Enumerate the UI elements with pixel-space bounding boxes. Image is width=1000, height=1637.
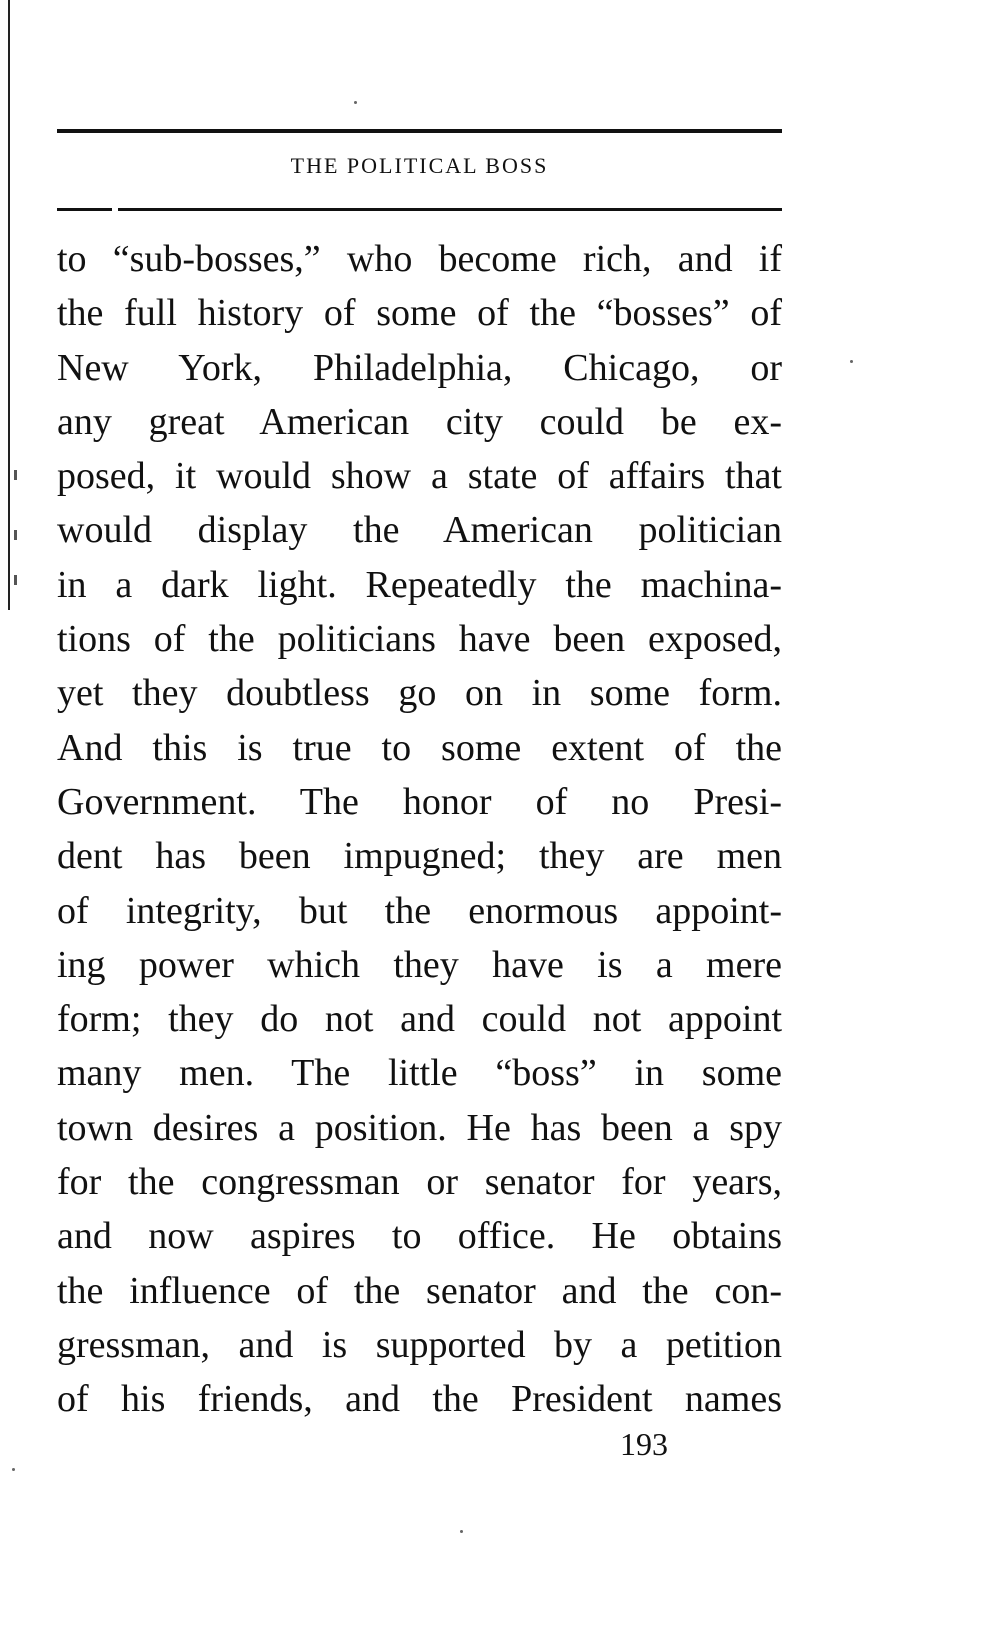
text-line: New York, Philadelphia, Chicago, or xyxy=(57,346,782,389)
text-line: yet they doubtless go on in some form. xyxy=(57,672,782,715)
scan-speck xyxy=(14,470,17,480)
text-line: to “sub-bosses,” who become rich, and if xyxy=(57,238,782,280)
header-rule-top xyxy=(57,129,782,133)
text-line: of his friends, and the President names xyxy=(57,1378,782,1421)
text-line: and now aspires to office. He obtains xyxy=(57,1215,782,1258)
page-number: 193 xyxy=(620,1426,668,1462)
text-line: the full history of some of the “bosses” of xyxy=(57,292,782,335)
text-line: town desires a position. He has been a spy xyxy=(57,1106,782,1149)
scan-speck xyxy=(14,575,17,585)
binding-edge-line xyxy=(8,0,10,610)
rule-gap xyxy=(112,208,118,211)
text-line: And this is true to some extent of the xyxy=(57,726,782,769)
text-line: tions of the politicians have been exposed, xyxy=(57,618,782,661)
body-paragraph xyxy=(57,232,782,1427)
scan-speck xyxy=(14,530,17,540)
text-line: gressman, and is supported by a petition xyxy=(57,1323,782,1366)
text-line: form; they do not and could not appoint xyxy=(57,998,782,1041)
text-line: dent has been impugned; they are men xyxy=(57,835,782,878)
text-line: for the congressman or senator for years, xyxy=(57,1161,782,1204)
text-line: any great American city could be ex- xyxy=(57,400,782,443)
text-line: Government. The honor of no Presi- xyxy=(57,780,782,823)
text-line: ing power which they have is a mere xyxy=(57,943,782,986)
text-line: would display the American politician xyxy=(57,509,782,552)
scan-speck xyxy=(354,101,357,104)
scan-speck xyxy=(12,1468,15,1471)
text-line: many men. The little “boss” in some xyxy=(57,1052,782,1095)
scan-speck xyxy=(850,360,853,363)
text-line: of integrity, but the enormous appoint- xyxy=(57,889,782,932)
text-line: in a dark light. Repeatedly the machina- xyxy=(57,563,782,606)
scan-speck xyxy=(460,1530,463,1533)
header-rule-bottom xyxy=(57,208,782,211)
running-head: THE POLITICAL BOSS xyxy=(290,153,549,178)
text-line: the influence of the senator and the con- xyxy=(57,1269,782,1312)
text-line: posed, it would show a state of affairs that xyxy=(57,455,782,498)
